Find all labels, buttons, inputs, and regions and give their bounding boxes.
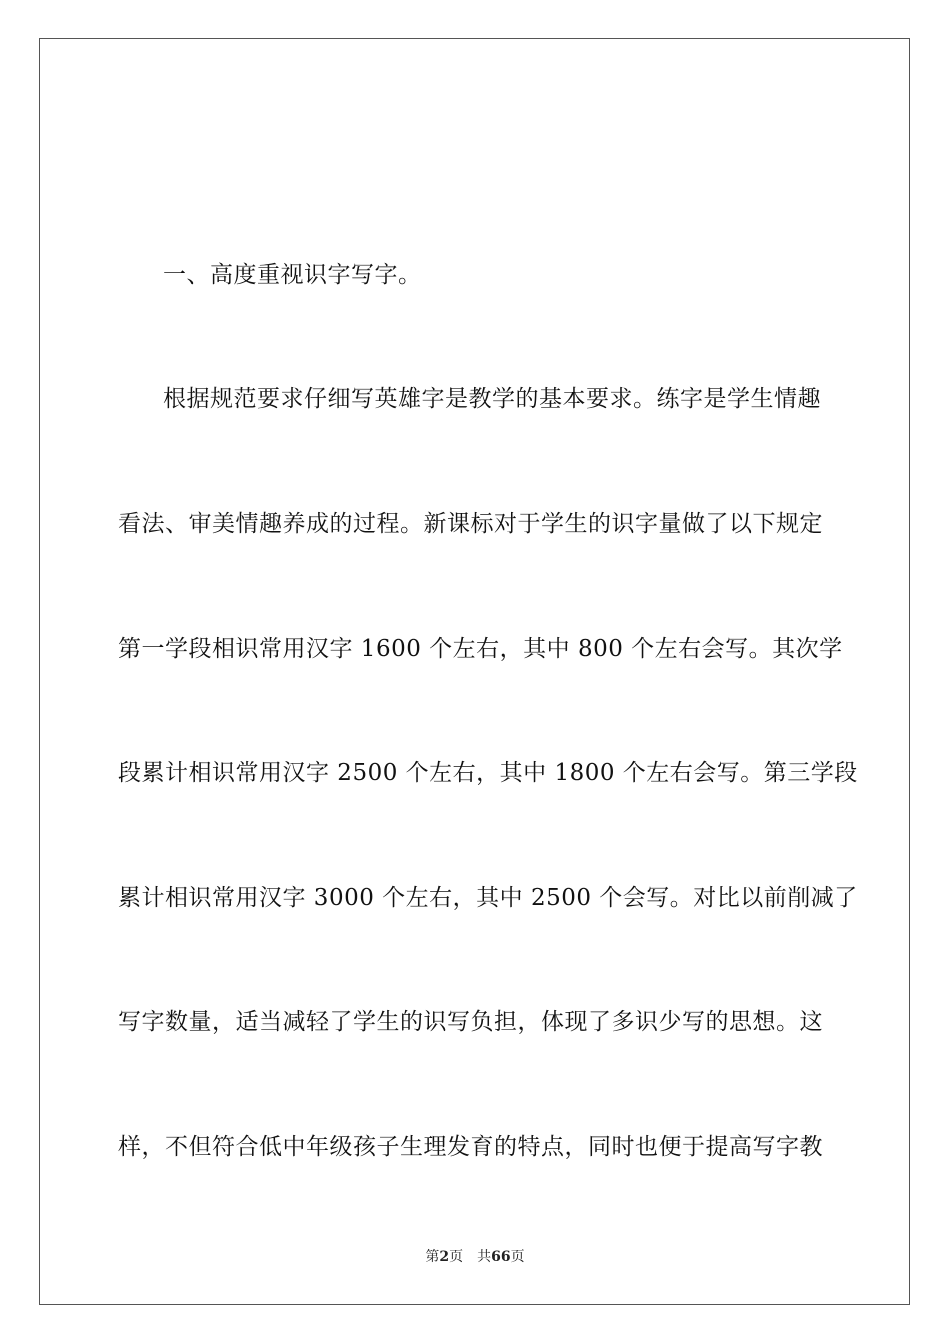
page-number: 2 [439,1249,450,1265]
total-prefix: 共 [477,1249,492,1265]
section-heading: 一、高度重视识字写字。 [163,262,422,288]
paragraph-line: 写字数量，适当减轻了学生的识写负担，体现了多识少写的思想。这 [118,1009,823,1035]
total-suffix: 页 [510,1249,525,1265]
page-suffix: 页 [449,1249,464,1265]
page-footer [0,1248,950,1266]
paragraph-line: 根据规范要求仔细写英雄字是教学的基本要求。练字是学生情趣 [163,386,821,412]
paragraph-line: 第一学段相识常用汉字 1600 个左右，其中 800 个左右会写。其次学 [118,636,843,662]
paragraph-line: 样，不但符合低中年级孩子生理发育的特点，同时也便于提高写字教 [118,1134,823,1160]
page-prefix: 第 [425,1249,440,1265]
paragraph-line: 段累计相识常用汉字 2500 个左右，其中 1800 个左右会写。第三学段 [118,760,858,786]
total-pages: 66 [491,1249,511,1265]
page-border [39,38,910,1305]
paragraph-line: 累计相识常用汉字 3000 个左右，其中 2500 个会写。对比以前削减了 [118,885,858,911]
paragraph-line: 看法、审美情趣养成的过程。新课标对于学生的识字量做了以下规定 [118,511,823,537]
